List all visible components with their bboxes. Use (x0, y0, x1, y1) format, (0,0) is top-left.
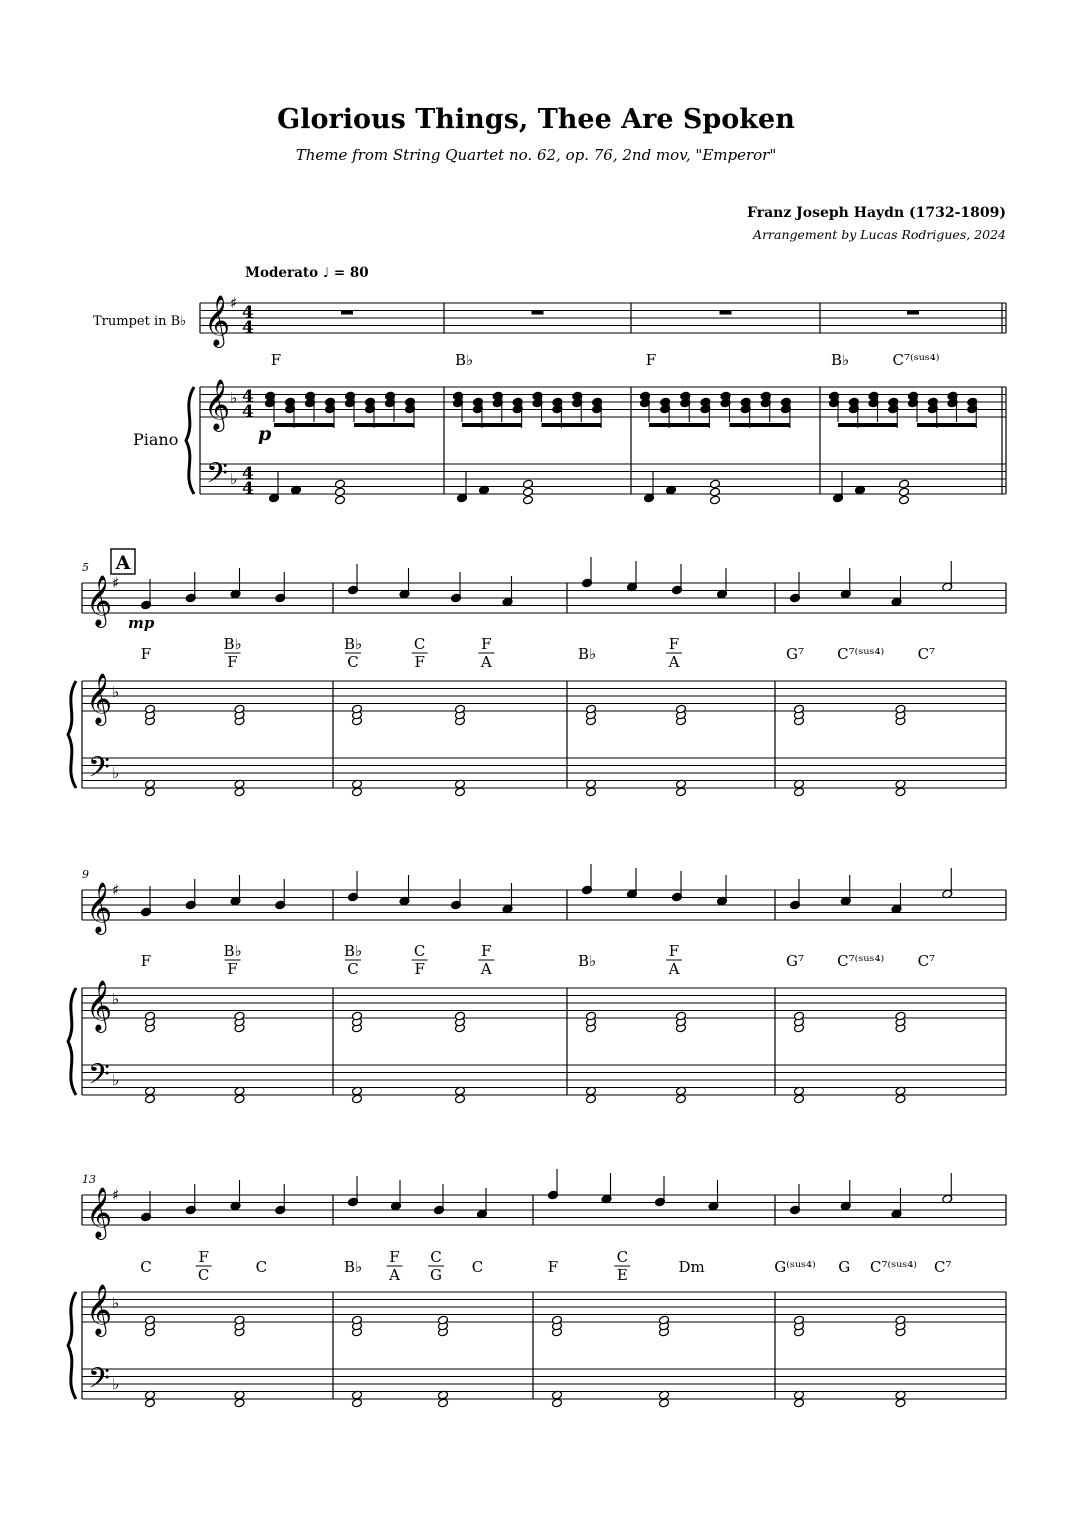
brace-icon (186, 387, 194, 494)
notehead (585, 787, 596, 797)
time-signature-icon: 4 (242, 318, 254, 338)
whole-rest-icon (341, 311, 353, 315)
trumpet-label: Trumpet in B♭ (93, 314, 187, 329)
treble-clef-icon: 𝄞 (86, 575, 113, 626)
chord-symbol: C⁷ (917, 952, 936, 970)
notehead (234, 787, 245, 797)
notehead (658, 1398, 669, 1408)
time-signature-icon: 4 (242, 402, 254, 422)
chord-symbol: B♭ (223, 635, 242, 653)
notehead (437, 1398, 448, 1408)
measure-number-13: 13 (82, 1173, 96, 1186)
chord-symbol: G⁷ (786, 645, 804, 663)
chord-symbol: F (645, 351, 657, 369)
brace-icon (68, 1292, 76, 1399)
chord-symbol: B♭ (343, 635, 363, 653)
key-signature-icon: ♯ (112, 574, 120, 592)
bass-clef-icon: 𝄢 (206, 457, 228, 497)
brace-icon (68, 681, 76, 788)
chord-symbol: C (347, 960, 359, 978)
chord-symbol: G (838, 1258, 851, 1276)
bass-clef-icon: 𝄢 (88, 1362, 110, 1402)
notehead (551, 1398, 562, 1408)
rehearsal-mark: A (115, 552, 131, 574)
bass-clef-icon: 𝄢 (88, 751, 110, 791)
notehead (709, 495, 720, 505)
score-subtitle: Theme from String Quartet no. 62, op. 76, 2nd mov, "Emperor" (295, 146, 777, 164)
chord-symbol: F (227, 653, 238, 671)
key-signature-icon: ♭ (230, 470, 238, 488)
notehead (454, 1094, 465, 1104)
chord-symbol: Dm (678, 1258, 705, 1276)
dynamic-p: p (258, 423, 272, 445)
chord-symbol: F (414, 960, 425, 978)
chord-symbol: C⁷⁽ˢᵘˢ⁴⁾ (837, 952, 885, 970)
measure-number-9: 9 (82, 868, 89, 881)
notehead (898, 495, 909, 505)
chord-symbol: C (616, 1248, 629, 1266)
chord-symbol: B♭ (830, 351, 850, 369)
notehead (351, 1398, 362, 1408)
notehead (675, 1094, 686, 1104)
key-signature-icon: ♭ (112, 1294, 120, 1312)
chord-symbol: F (198, 1248, 209, 1266)
chord-symbol: A (668, 960, 680, 978)
notehead (585, 1094, 596, 1104)
whole-rest-icon (907, 311, 919, 315)
chord-symbol: C (197, 1266, 210, 1284)
chord-symbol: F (270, 351, 282, 369)
time-signature-icon: 4 (242, 387, 254, 407)
chord-symbol: B♭ (577, 645, 597, 663)
chord-symbol: C (413, 635, 426, 653)
arranger-credit: Arrangement by Lucas Rodrigues, 2024 (753, 227, 1006, 242)
dynamic-mp: mp (128, 614, 155, 632)
chord-symbol: B♭ (454, 351, 474, 369)
time-signature-icon: 4 (242, 303, 254, 323)
chord-symbol: F (547, 1258, 559, 1276)
chord-symbol: G (430, 1266, 442, 1284)
notehead (895, 787, 906, 797)
chord-symbol: G⁷ (786, 952, 804, 970)
chord-symbol: B♭ (343, 942, 363, 960)
measure-number-5: 5 (82, 561, 89, 574)
notehead (234, 1094, 245, 1104)
key-signature-icon: ♭ (112, 683, 120, 701)
time-signature-icon: 4 (242, 464, 254, 484)
chord-symbol: B♭ (343, 1258, 363, 1276)
notehead (793, 787, 804, 797)
time-signature-icon: 4 (242, 479, 254, 499)
notehead (144, 1398, 155, 1408)
notehead (709, 479, 720, 489)
notehead (709, 487, 720, 497)
chord-symbol: A (480, 960, 492, 978)
chord-symbol: A (668, 653, 680, 671)
notehead (522, 479, 533, 489)
piano-label: Piano (133, 430, 179, 449)
chord-symbol: A (480, 653, 492, 671)
whole-rest-icon (720, 311, 732, 315)
chord-symbol: F (668, 942, 680, 960)
whole-rest-icon (532, 311, 544, 315)
chord-symbol: C⁷ (934, 1258, 952, 1276)
chord-symbol: F (481, 942, 492, 960)
notehead (895, 1094, 906, 1104)
chord-symbol: F (140, 952, 152, 970)
chord-symbol: C (140, 1258, 152, 1276)
treble-clef-icon: 𝄞 (86, 1187, 113, 1238)
chord-symbol: B♭ (577, 952, 597, 970)
key-signature-icon: ♯ (112, 881, 120, 899)
score-title: Glorious Things, Thee Are Spoken (277, 104, 795, 135)
treble-clef-icon: 𝄞 (86, 1284, 113, 1335)
brace-icon (68, 988, 76, 1095)
tempo-marking: Moderato ♩ = 80 (245, 265, 369, 281)
chord-symbol: C (471, 1258, 484, 1276)
chord-symbol: C⁷⁽ˢᵘˢ⁴⁾ (892, 351, 940, 369)
notehead (522, 495, 533, 505)
chord-symbol: C⁷⁽ˢᵘˢ⁴⁾ (870, 1258, 917, 1276)
chord-symbol: B♭ (223, 942, 242, 960)
notehead (793, 1094, 804, 1104)
notehead (351, 1094, 362, 1104)
bass-clef-icon: 𝄢 (88, 1058, 110, 1098)
chord-symbol: F (481, 635, 492, 653)
treble-clef-icon: 𝄞 (86, 980, 113, 1031)
treble-clef-icon: 𝄞 (86, 673, 113, 724)
chord-symbol: A (389, 1266, 400, 1284)
chord-symbol: C (430, 1248, 442, 1266)
key-signature-icon: ♭ (112, 1375, 120, 1393)
chord-symbol: F (668, 635, 680, 653)
chord-symbol: E (616, 1266, 628, 1284)
chord-symbol: C (413, 942, 426, 960)
key-signature-icon: ♭ (112, 764, 120, 782)
notehead (898, 487, 909, 497)
treble-clef-icon: 𝄞 (204, 295, 231, 346)
chord-symbol: F (389, 1248, 400, 1266)
composer-credit: Franz Joseph Haydn (1732-1809) (747, 205, 1006, 221)
notehead (895, 1398, 906, 1408)
notehead (144, 787, 155, 797)
chord-symbol: F (227, 960, 238, 978)
notehead (351, 787, 362, 797)
notehead (144, 1094, 155, 1104)
chord-symbol: C (255, 1258, 268, 1276)
notehead (334, 479, 345, 489)
chord-symbol: G⁽ˢᵘˢ⁴⁾ (774, 1258, 816, 1276)
notehead (675, 787, 686, 797)
chord-symbol: C⁷⁽ˢᵘˢ⁴⁾ (837, 645, 885, 663)
treble-clef-icon: 𝄞 (204, 379, 231, 430)
notehead (522, 487, 533, 497)
key-signature-icon: ♭ (112, 990, 120, 1008)
key-signature-icon: ♯ (112, 1186, 120, 1204)
notehead (898, 479, 909, 489)
chord-symbol: C (347, 653, 359, 671)
notehead (334, 487, 345, 497)
notehead (454, 787, 465, 797)
treble-clef-icon: 𝄞 (86, 882, 113, 933)
key-signature-icon: ♭ (230, 389, 238, 407)
key-signature-icon: ♭ (112, 1071, 120, 1089)
chord-symbol: F (414, 653, 425, 671)
notehead (334, 495, 345, 505)
chord-symbol: C⁷ (917, 645, 936, 663)
chord-symbol: F (140, 645, 152, 663)
notehead (793, 1398, 804, 1408)
notehead (234, 1398, 245, 1408)
key-signature-icon: ♯ (230, 294, 238, 312)
